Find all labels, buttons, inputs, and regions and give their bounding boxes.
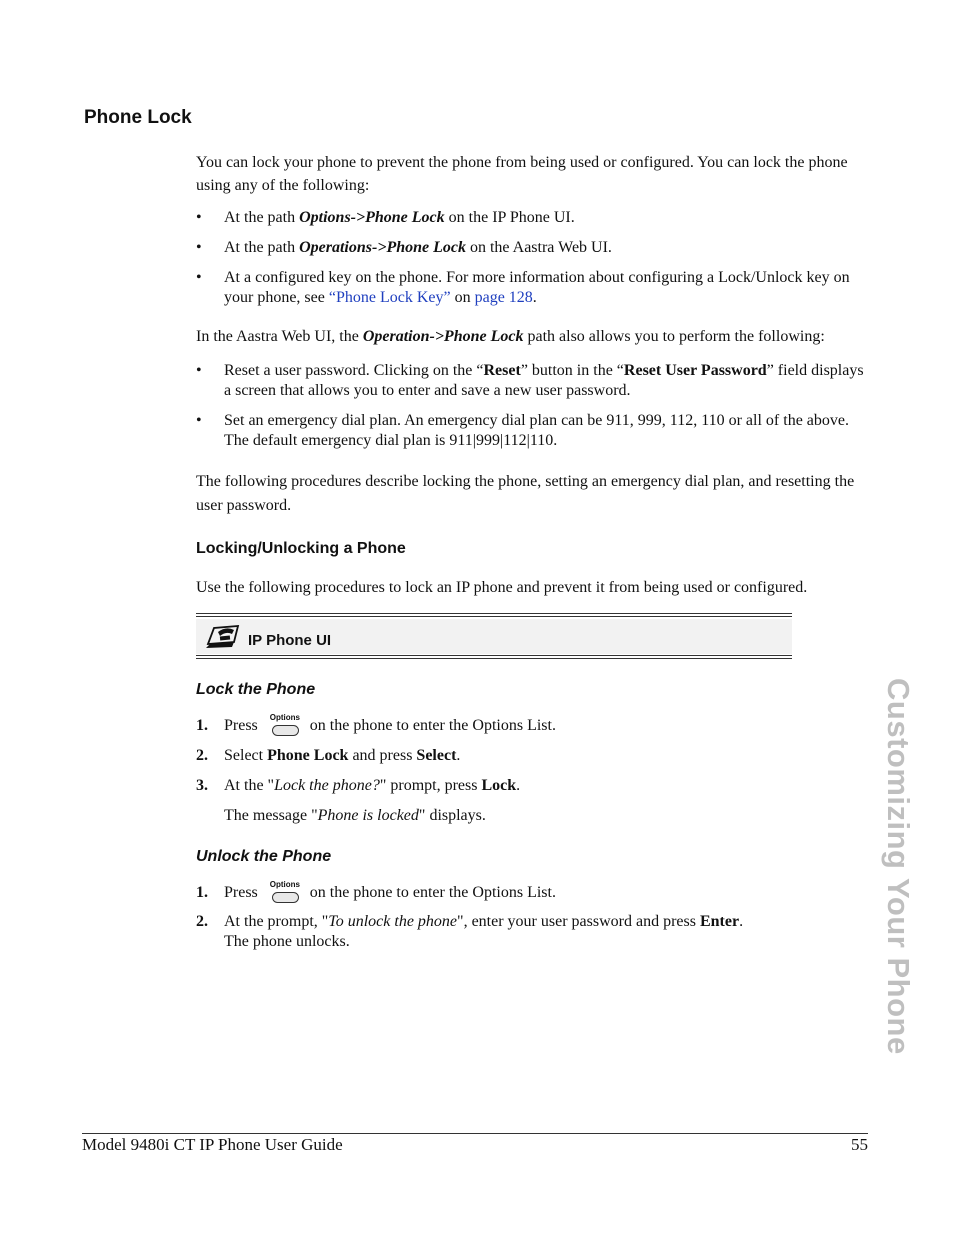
- unlock-title: Unlock the Phone: [196, 848, 332, 865]
- options-key-icon: Options: [270, 716, 300, 736]
- lock-title: Lock the Phone: [196, 681, 316, 698]
- box-top-rule: [196, 616, 792, 617]
- phone-lock-key-link[interactable]: “Phone Lock Key”: [328, 289, 451, 306]
- page-number: 55: [851, 1135, 868, 1154]
- box-bottom-rule: [196, 658, 792, 659]
- phone-icon: [204, 622, 242, 650]
- intro-paragraph: You can lock your phone to prevent the phone from being used or configured. You can lock the phone using any of the following:: [196, 154, 848, 194]
- footer-rule: [82, 1133, 868, 1134]
- subsection-title: Locking/Unlocking a Phone: [196, 540, 406, 557]
- footer-title: Model 9480i CT IP Phone User Guide: [82, 1135, 343, 1154]
- options-key-icon: Options: [270, 883, 300, 903]
- box-top-rule: [196, 613, 792, 614]
- webui-intro: In the Aastra Web UI, the Operation->Phone Lock path also allows you to perform the following:: [196, 328, 825, 345]
- chapter-sidebar-text: Customizing Your Phone: [881, 678, 916, 1055]
- ui-box-label: IP Phone UI: [248, 632, 332, 649]
- subsection-intro: Use the following procedures to lock an IP phone and prevent it from being used or configured.: [196, 579, 808, 596]
- chapter-sidebar: [880, 678, 928, 1108]
- box-bottom-rule: [196, 655, 792, 656]
- procedures-intro: The following procedures describe locking the phone, setting an emergency dial plan, and resetting the user password.: [196, 473, 855, 514]
- page-128-link[interactable]: page 128: [474, 289, 533, 306]
- lock-message: The message "Phone is locked" displays.: [224, 807, 486, 824]
- section-title: Phone Lock: [84, 107, 192, 128]
